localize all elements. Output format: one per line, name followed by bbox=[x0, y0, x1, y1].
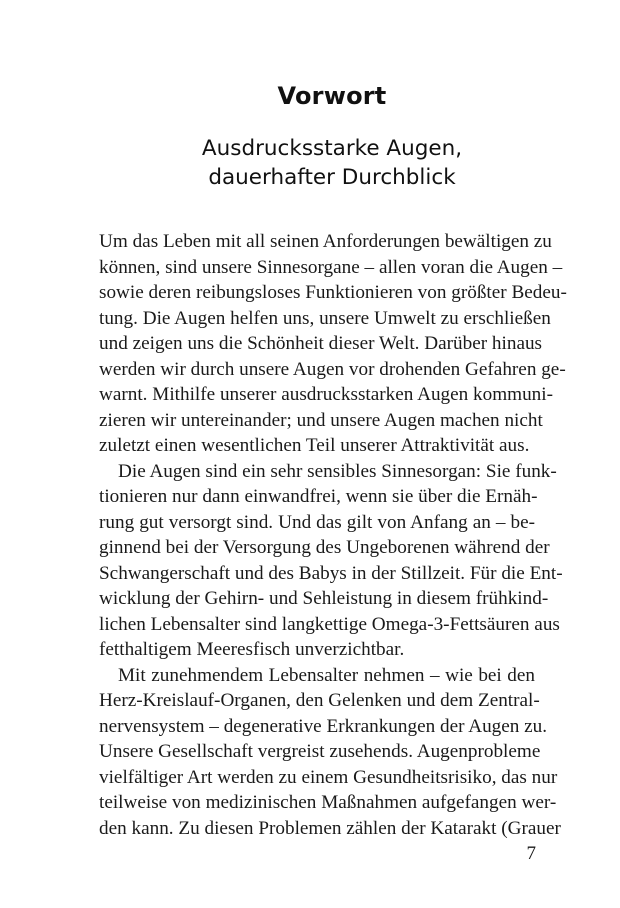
paragraph bbox=[99, 459, 563, 663]
text-line: nervensystem – degenerative Erkrankungen der Augen zu. bbox=[99, 715, 548, 737]
text-line: Schwangerschaft und des Babys in der Stillzeit. Für die Ent- bbox=[99, 562, 563, 584]
page-number: 7 bbox=[526, 843, 536, 864]
chapter-subtitle-line: Ausdrucksstarke Augen, bbox=[201, 136, 463, 161]
text-line: werden wir durch unsere Augen vor drohenden Gefahren ge- bbox=[99, 358, 566, 380]
text-line: Unsere Gesellschaft vergreist zusehends. Augenprobleme bbox=[99, 741, 541, 762]
text-line: vielfältiger Art werden zu einem Gesundheitsrisiko, das nur bbox=[99, 766, 558, 788]
text-line: wicklung der Gehirn- und Sehleistung in diesem frühkind- bbox=[99, 588, 549, 609]
paragraph bbox=[99, 663, 561, 842]
body-text bbox=[99, 229, 567, 841]
chapter-subtitle bbox=[0, 134, 620, 192]
chapter-title: Vorwort bbox=[277, 82, 387, 110]
text-line: und zeigen uns die Schönheit dieser Welt. Darüber hinaus bbox=[99, 333, 543, 354]
text-line: lichen Lebensalter sind langkettige Omega-3-Fettsäuren aus bbox=[99, 613, 560, 635]
text-line: fetthaltigem Meeresfisch unverzichtbar. bbox=[99, 639, 405, 660]
text-line: zieren wir untereinander; und unsere Augen machen nicht bbox=[99, 409, 543, 431]
chapter-subtitle-line: dauerhafter Durchblick bbox=[208, 165, 456, 190]
text-line: tionieren nur dann einwandfrei, wenn sie über die Ernäh- bbox=[99, 486, 538, 507]
paragraph bbox=[99, 229, 567, 459]
text-line: rung gut versorgt sind. Und das gilt von Anfang an – be- bbox=[99, 511, 535, 533]
text-line: ginnend bei der Versorgung des Ungeborenen während der bbox=[99, 537, 550, 558]
text-line: zuletzt einen wesentlichen Teil unserer Attraktivität aus. bbox=[99, 435, 530, 456]
text-line: sowie deren reibungsloses Funktionieren von größter Bedeu- bbox=[99, 282, 567, 303]
text-line: Mit zunehmendem Lebensalter nehmen – wie bei den bbox=[118, 664, 535, 686]
text-line: Um das Leben mit all seinen Anforderungen bewältigen zu bbox=[99, 231, 552, 252]
text-line: warnt. Mithilfe unserer ausdrucksstarken Augen kommuni- bbox=[99, 384, 553, 405]
text-line: Die Augen sind ein sehr sensibles Sinnesorgan: Sie funk- bbox=[118, 460, 557, 482]
text-line: Herz-Kreislauf-Organen, den Gelenken und dem Zentral- bbox=[99, 690, 540, 711]
text-line: tung. Die Augen helfen uns, unsere Umwelt zu erschließen bbox=[99, 307, 551, 329]
text-line: teilweise von medizinischen Maßnahmen aufgefangen wer- bbox=[99, 792, 557, 813]
text-line: den kann. Zu diesen Problemen zählen der Katarakt (Grauer bbox=[99, 817, 561, 839]
text-line: können, sind unsere Sinnesorgane – allen voran die Augen – bbox=[99, 256, 563, 278]
